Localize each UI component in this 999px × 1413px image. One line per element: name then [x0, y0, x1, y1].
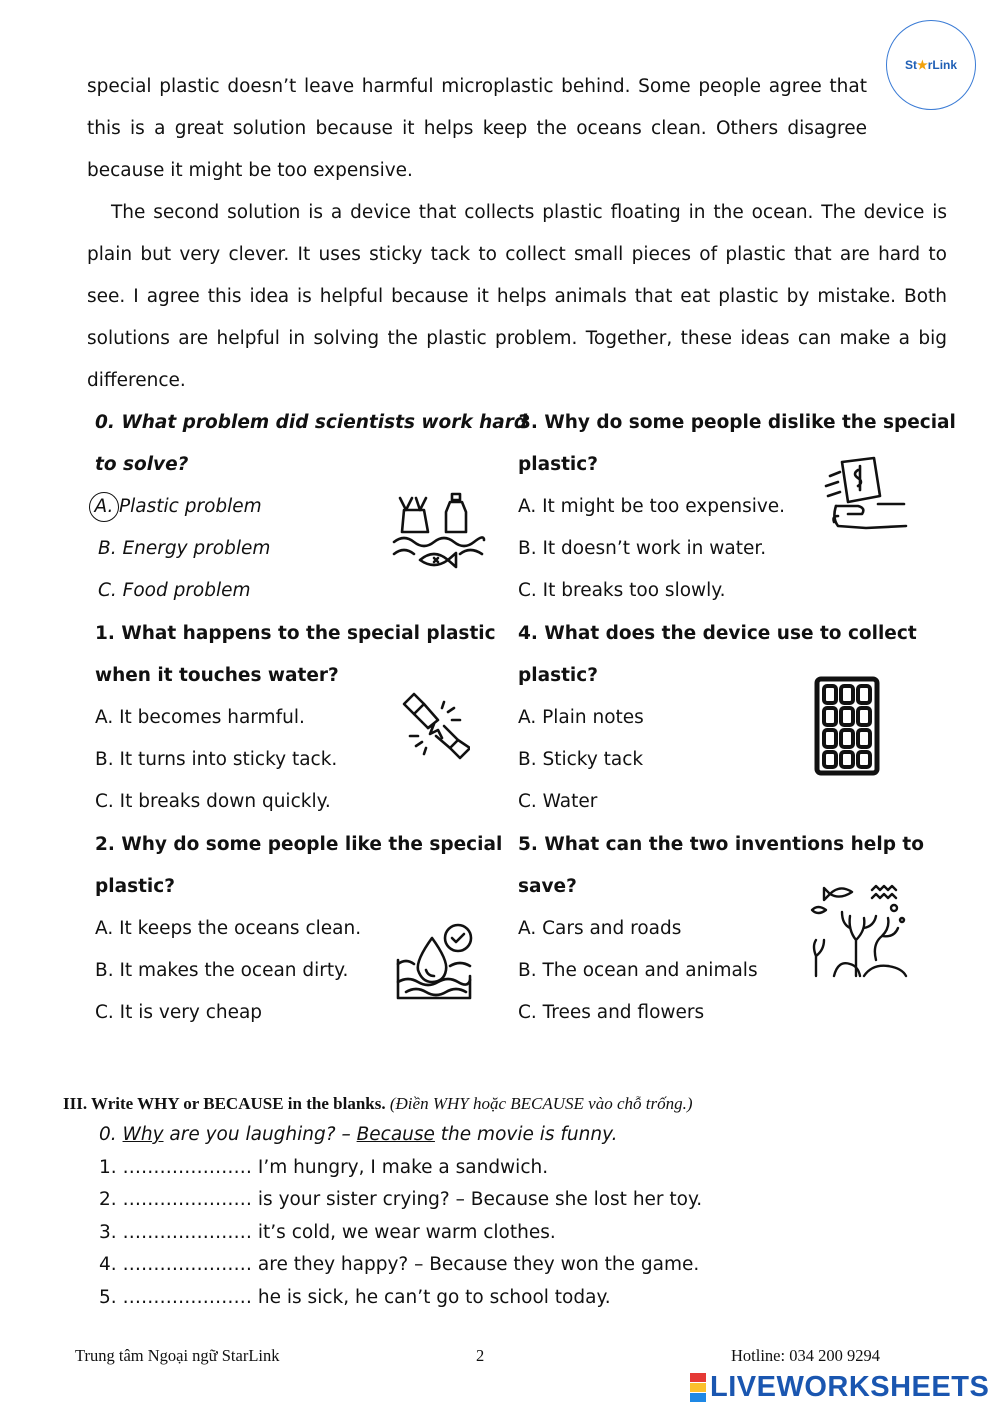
blank-item-5[interactable]: 5. ………………… he is sick, he can’t go to school today. — [99, 1286, 611, 1308]
reading-passage-continued — [87, 192, 947, 402]
passage-paragraph-2: The second solution is a device that collects plastic floating in the ocean. The device is plain but very clever. It uses sticky tack to collect small pieces of plastic that are hard to see. I agree this idea is helpful because it helps animals that eat plastic by mistake. Both solutions are helpful in solving the plastic problem. Together, these ideas can make a big difference. — [87, 202, 947, 391]
sticky-tack-icon — [814, 676, 880, 776]
question-stem: 5. What can the two inventions help to — [518, 834, 924, 855]
blank-item-4[interactable]: 4. ………………… are they happy? – Because they won the game. — [99, 1254, 700, 1275]
liveworksheets-watermark — [690, 1370, 989, 1404]
question-stem: plastic? — [95, 876, 175, 897]
blank-item-3[interactable]: 3. ………………… it’s cold, we wear warm clothes. — [99, 1221, 556, 1243]
liveworksheets-badge-icon — [690, 1373, 706, 1402]
option-a[interactable]: A. Cars and roads — [518, 918, 682, 939]
option-b[interactable]: B. It turns into sticky tack. — [95, 749, 338, 770]
option-b[interactable]: B. The ocean and animals — [518, 960, 758, 981]
option-a[interactable]: A. Plastic problem — [95, 486, 527, 528]
plastic-pollution-icon — [390, 490, 486, 574]
starlink-logo: St ★ rLink — [886, 20, 976, 110]
question-stem: 0. What problem did scientists work hard — [95, 412, 528, 433]
question-stem: plastic? — [518, 454, 598, 475]
option-c[interactable]: C. It breaks down quickly. — [95, 791, 331, 812]
question-stem: 3. Why do some people dislike the special — [518, 412, 956, 433]
question-stem: when it touches water? — [95, 665, 339, 686]
section-subtitle: (Điền WHY hoặc BECAUSE vào chỗ trống.) — [389, 1094, 693, 1113]
option-b[interactable]: B. It doesn’t work in water. — [518, 538, 767, 559]
question-stem: 4. What does the device use to collect — [518, 623, 917, 644]
fill-blank-list — [99, 1119, 702, 1314]
question-stem: save? — [518, 876, 577, 897]
option-a[interactable]: A. Plain notes — [518, 707, 644, 728]
watermark-text: LIVEWORKSHEETS — [710, 1370, 990, 1403]
reading-passage — [87, 66, 947, 192]
question-stem: plastic? — [518, 665, 598, 686]
footer-hotline: Hotline: 034 200 9294 — [731, 1346, 880, 1365]
option-c[interactable]: C. Water — [518, 791, 598, 812]
broken-tube-icon — [400, 690, 470, 770]
question-stem: 1. What happens to the special plastic — [95, 623, 496, 644]
question-stem: to solve? — [95, 454, 189, 475]
option-c[interactable]: C. It is very cheap — [95, 1002, 263, 1023]
option-a[interactable]: A. It might be too expensive. — [518, 496, 786, 517]
option-b[interactable]: B. It makes the ocean dirty. — [95, 960, 349, 981]
footer-page-number: 2 — [476, 1346, 485, 1365]
example-answer-why: Why — [122, 1124, 164, 1145]
section-3-heading — [63, 1094, 963, 1114]
clean-water-icon — [394, 920, 478, 1004]
option-c[interactable]: C. Food problem — [98, 580, 251, 601]
section-title: III. Write WHY or BECAUSE in the blanks. — [63, 1094, 386, 1113]
option-c[interactable]: C. It breaks too slowly. — [518, 580, 726, 601]
option-a[interactable]: A. It keeps the oceans clean. — [95, 918, 362, 939]
blank-item-2[interactable]: 2. ………………… is your sister crying? – Because she lost her toy. — [99, 1189, 703, 1210]
option-b[interactable]: B. Energy problem — [98, 538, 271, 559]
question-stem: 2. Why do some people like the special — [95, 834, 503, 855]
example-item: 0. Why are you laughing? – Because the movie is funny. — [99, 1124, 618, 1145]
option-a[interactable]: A. It becomes harmful. — [95, 707, 305, 728]
option-b[interactable]: B. Sticky tack — [518, 749, 644, 770]
money-hand-icon — [818, 456, 908, 542]
passage-paragraph-1: special plastic doesn’t leave harmful microplastic behind. Some people agree that this is a great solution because it helps keep the oceans clean. Others disagree because it might be too expensive. — [87, 76, 867, 181]
blank-item-1[interactable]: 1. ………………… I’m hungry, I make a sandwich. — [99, 1156, 549, 1178]
answer-circle: A. — [89, 492, 119, 522]
coral-reef-icon — [808, 880, 912, 984]
option-c[interactable]: C. Trees and flowers — [518, 1002, 705, 1023]
footer-center-name: Trung tâm Ngoại ngữ StarLink — [75, 1346, 280, 1365]
example-answer-because: Because — [356, 1124, 435, 1145]
